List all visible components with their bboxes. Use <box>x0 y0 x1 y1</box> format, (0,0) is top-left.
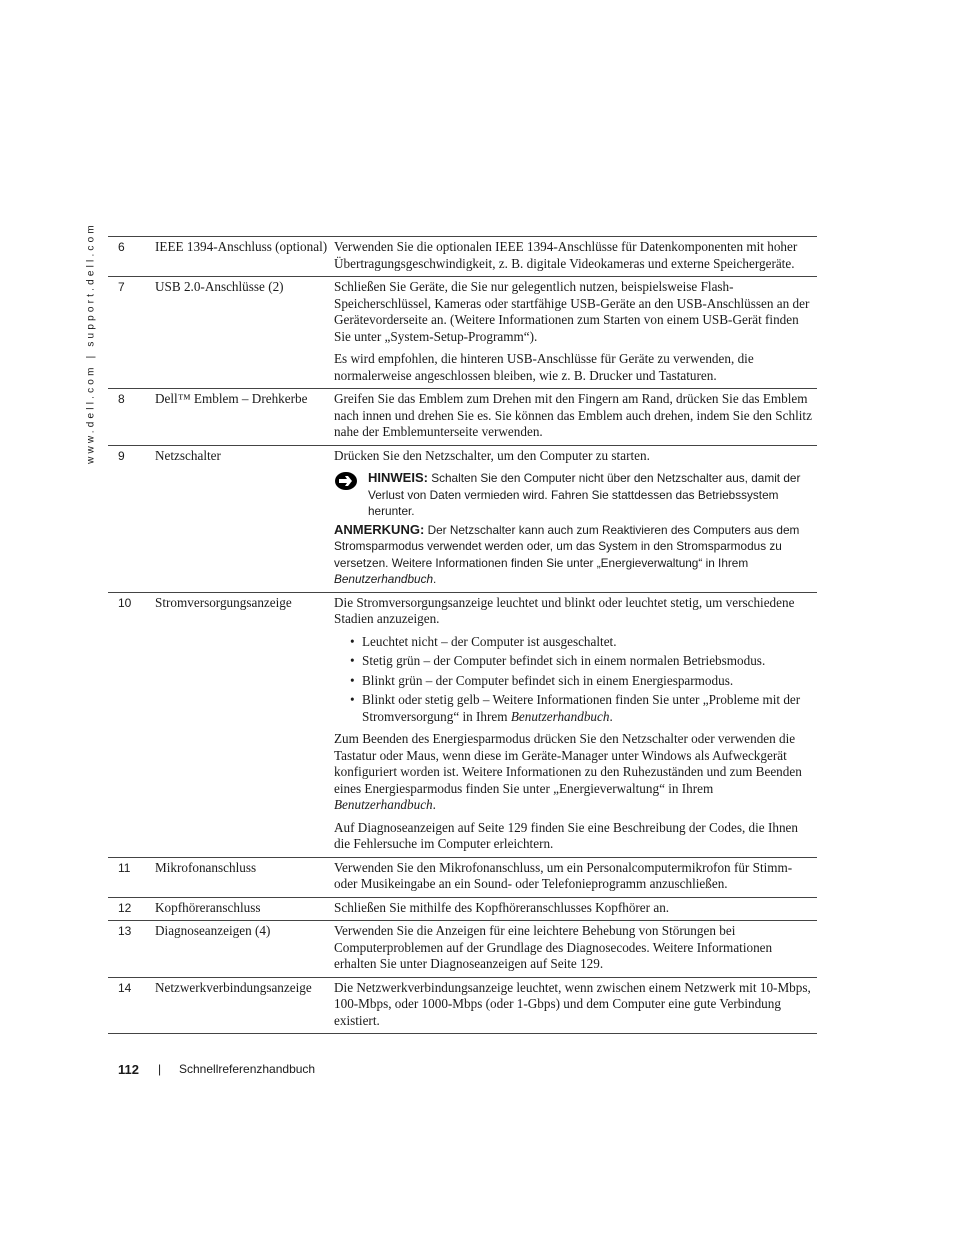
list-item-text: Blinkt oder stetig gelb – Weitere Informationen finden Sie unter „Probleme mit der Stromversorgung“ in Ihrem <box>362 692 801 724</box>
row-number: 12 <box>108 897 155 921</box>
row-name: Mikrofonanschluss <box>155 857 334 897</box>
footer-separator: | <box>158 1062 162 1076</box>
description-text: Die Stromversorgungsanzeige leuchtet und blinkt oder leuchtet stetig, um verschiedene Stadien anzuzeigen. <box>334 594 795 626</box>
note-end: . <box>433 572 437 586</box>
list-item-end: . <box>609 708 613 724</box>
note-text: Der Netzschalter kann auch zum Reaktivieren des Computers aus dem Stromsparmodus verwendet werden oder, um das System in den Stromsparmodus zu versetzen. Weitere Informationen finden Sie unter „Energieverwaltung“ in Ihrem <box>334 522 800 570</box>
description-text: Die Netzwerkverbindungsanzeige leuchtet, wenn zwischen einem Netzwerk mit 10-Mbps, 100-Mbps, oder 1000-Mbps (oder 1-Gbps) und dem Computer eine gute Verbindung existiert. <box>334 979 811 1028</box>
row-name: Dell™ Emblem – Drehkerbe <box>155 389 334 446</box>
list-item: • Leuchtet nicht – der Computer ist ausgeschaltet. <box>350 634 813 651</box>
row-number: 7 <box>108 277 155 389</box>
row-number: 13 <box>108 921 155 978</box>
row-description <box>334 277 817 389</box>
note-reference: Benutzerhandbuch <box>334 572 434 586</box>
row-description <box>334 921 817 978</box>
description-text: Schließen Sie Geräte, die Sie nur gelegentlich nutzen, beispielsweise Flash-Speicherschlüssel, Kameras oder startfähige USB-Geräte an den USB-Anschlüssen an der Gerätevorderseite an. (Weitere Informationen zum Starten von einem USB-Gerät finden Sie unter „System-Setup-Programm“). <box>334 279 810 344</box>
row-description <box>334 592 817 857</box>
status-list <box>334 634 813 726</box>
row-name: Diagnoseanzeigen (4) <box>155 921 334 978</box>
notice-box <box>334 470 813 520</box>
row-name: Kopfhöreranschluss <box>155 897 334 921</box>
page-number: 112 <box>118 1062 139 1077</box>
row-name: IEEE 1394-Anschluss (optional) <box>155 237 334 277</box>
note-label: ANMERKUNG: <box>334 521 425 537</box>
row-description <box>334 857 817 897</box>
row-description <box>334 445 817 592</box>
description-text: Greifen Sie das Emblem zum Drehen mit den Fingern am Rand, drücken Sie das Emblem nach innen und drehen Sie es. Sie können das Emblem auch drehen, indem Sie den Schlitz nahe der Emblemunterseite verwenden. <box>334 391 812 439</box>
list-item-reference: Benutzerhandbuch <box>510 708 610 724</box>
description-text: Auf Diagnoseanzeigen auf Seite 129 finden Sie eine Beschreibung der Codes, die Ihnen die Fehlersuche im Computer erleichtern. <box>334 819 798 851</box>
description-end: . <box>432 797 436 812</box>
description-text: Drücken Sie den Netzschalter, um den Computer zu starten. <box>334 447 650 463</box>
note-box <box>334 522 813 588</box>
table-row <box>108 592 817 857</box>
row-description <box>334 389 817 446</box>
connector-table <box>108 236 817 1034</box>
row-number: 9 <box>108 445 155 592</box>
table-row <box>108 237 817 277</box>
list-item: • Blinkt grün – der Computer befindet sich in einem Energiesparmodus. <box>350 673 813 690</box>
sidebar-url <box>81 221 101 464</box>
row-name: Netzwerkverbindungsanzeige <box>155 977 334 1034</box>
row-name: Netzschalter <box>155 445 334 592</box>
table-row <box>108 921 817 978</box>
description-text: Verwenden Sie den Mikrofonanschluss, um ein Personalcomputermikrofon für Stimm- oder Musikeingabe an ein Sound- oder Telefonieprogramm anzuschließen. <box>334 859 793 891</box>
description-reference: Benutzerhandbuch <box>334 797 433 812</box>
document-title: Schnellreferenzhandbuch <box>179 1062 316 1076</box>
table-row <box>108 977 817 1034</box>
notice-content <box>368 470 813 520</box>
notice-label: HINWEIS: <box>368 470 428 485</box>
row-description <box>334 977 817 1034</box>
table-row <box>108 277 817 389</box>
table-row <box>108 389 817 446</box>
description-text: Es wird empfohlen, die hinteren USB-Anschlüsse für Geräte zu verwenden, die normalerweise angeschlossen bleiben, wie z. B. Drucker und Tastaturen. <box>334 351 754 383</box>
row-number: 8 <box>108 389 155 446</box>
notice-hand-icon <box>334 470 368 520</box>
row-name: Stromversorgungsanzeige <box>155 592 334 857</box>
row-number: 14 <box>108 977 155 1034</box>
row-name: USB 2.0-Anschlüsse (2) <box>155 277 334 389</box>
description-text: Schließen Sie mithilfe des Kopfhöreranschlusses Kopfhörer an. <box>334 899 670 915</box>
description-text <box>334 731 813 814</box>
description-text: Verwenden Sie die optionalen IEEE 1394-Anschlüsse für Datenkomponenten mit hoher Übertragungsgeschwindigkeit, z. B. digitale Videokameras und externe Speichergeräte. <box>334 239 798 271</box>
table-row <box>108 857 817 897</box>
row-description <box>334 897 817 921</box>
description-text: Verwenden Sie die Anzeigen für eine leichtere Behebung von Störungen bei Computerproblemen auf der Grundlage des Diagnosecodes. Weitere Informationen erhalten Sie unter Diagnoseanzeigen auf Seite 129. <box>334 923 773 971</box>
sidebar-url-text: www.dell.com | support.dell.com <box>85 221 97 464</box>
row-number: 11 <box>108 857 155 897</box>
description-span: Zum Beenden des Energiesparmodus drücken Sie den Netzschalter oder verwenden die Tastatur oder Maus, wenn diese im Geräte-Manager unter Windows als Aufweckgerät konfiguriert worden ist. Weitere Informationen zu den Ruhezuständen und zum Beenden eines Energiesparmodus finden Sie unter „Energieverwaltung“ in Ihrem <box>334 731 802 796</box>
list-item <box>350 692 813 725</box>
list-item: • Stetig grün – der Computer befindet sich in einem normalen Betriebsmodus. <box>350 653 813 670</box>
row-number: 10 <box>108 592 155 857</box>
table-row <box>108 445 817 592</box>
row-description <box>334 237 817 277</box>
row-number: 6 <box>108 237 155 277</box>
notice-text: Schalten Sie den Computer nicht über den Netzschalter aus, damit der Verlust von Daten vermieden wird. Fahren Sie stattdessen das Betriebssystem herunter. <box>368 471 801 518</box>
table-row <box>108 897 817 921</box>
